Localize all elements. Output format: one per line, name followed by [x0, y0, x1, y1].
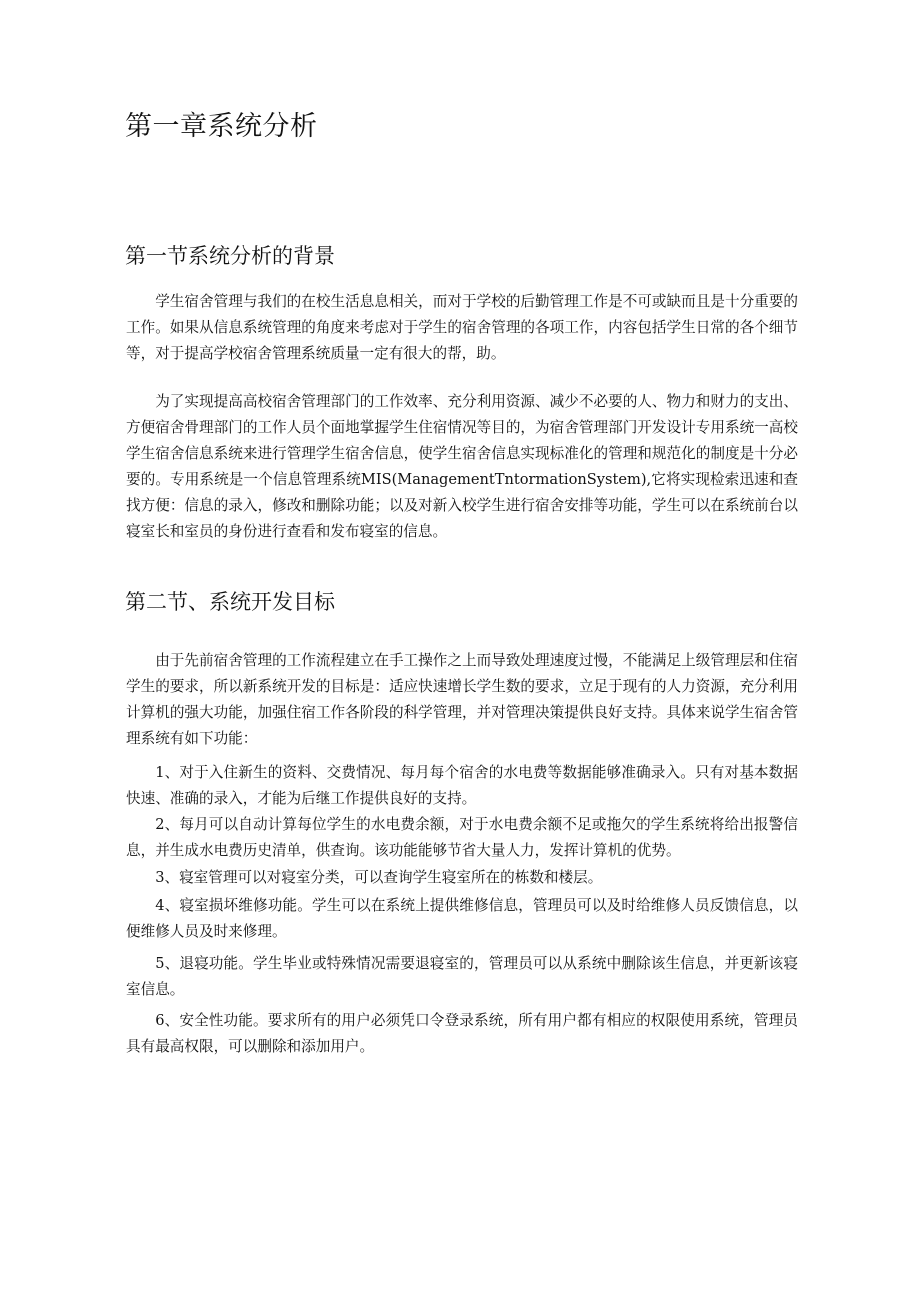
goal-item-checkout: 5、退寝功能。学生毕业或特殊情况需要退寝室的，管理员可以从系统中删除该生信息，并更新该寝室信息。 — [126, 955, 798, 998]
background-paragraph-1: 学生宿舍管理与我们的在校生活息息相关，而对于学校的后勤管理工作是不可或缺而且是十分重要的工作。如果从信息系统管理的角度来考虑对于学生的宿舍管理的各项工作，内容包括学生日常的各个细节等，对于提高学校宿舍管理系统质量一定有很大的帮，助。 — [126, 293, 798, 362]
goal-item-utility-billing: 2、每月可以自动计算每位学生的水电费余额，对于水电费余额不足或拖欠的学生系统将给出报警信息，并生成水电费历史清单，供查询。该功能能够节省大量人力，发挥计算机的优势。 — [126, 816, 798, 859]
goal-item-dorm-management: 3、寝室管理可以对寝室分类，可以查询学生寝室所在的栋数和楼层。 — [155, 869, 603, 886]
goal-item-security: 6、安全性功能。要求所有的用户必须凭口令登录系统，所有用户都有相应的权限使用系统，管理员具有最高权限，可以删除和添加用户。 — [126, 1012, 798, 1055]
goals-intro-paragraph: 由于先前宿舍管理的工作流程建立在手工操作之上而导致处理速度过慢，不能满足上级管理层和住宿学生的要求，所以新系统开发的目标是：适应快速增长学生数的要求，立足于现有的人力资源，充分利用计算机的强大功能，加强住宿工作各阶段的科学管理，并对管理决策提供良好支持。具体来说学生宿舍管理系统有如下功能： — [126, 652, 798, 747]
section-title-background: 第一节系统分析的背景 — [125, 244, 335, 268]
goal-item-repair: 4、寝室损坏维修功能。学生可以在系统上提供维修信息，管理员可以及时给维修人员反馈信息，以便维修人员及时来修理。 — [126, 897, 798, 940]
goal-item-data-entry: 1、对于入住新生的资料、交费情况、每月每个宿舍的水电费等数据能够准确录入。只有对基本数据快速、准确的录入，才能为后继工作提供良好的支持。 — [126, 764, 798, 807]
chapter-title: 第一章系统分析 — [125, 111, 318, 142]
section-title-goals: 第二节、系统开发目标 — [125, 590, 335, 614]
background-paragraph-2: 为了实现提高高校宿舍管理部门的工作效率、充分利用资源、减少不必要的人、物力和财力的支出、方便宿舍骨理部门的工作人员个面地掌握学生住宿情况等目的，为宿舍管理部门开发设计专用系统一高校学生宿舍信息系统来进行管理学生宿舍信息，使学生宿舍信息实现标准化的管理和规范化的制度是十分必要的。专用系统是一个信息管理系统MIS(ManagementTntormationSystem),它将实现检索迅速和查找方便：信息的录入，修改和删除功能；以及对新入校学生进行宿舍安排等功能，学生可以在系统前台以寝室长和室员的身份进行查看和发布寝室的信息。 — [126, 393, 798, 540]
